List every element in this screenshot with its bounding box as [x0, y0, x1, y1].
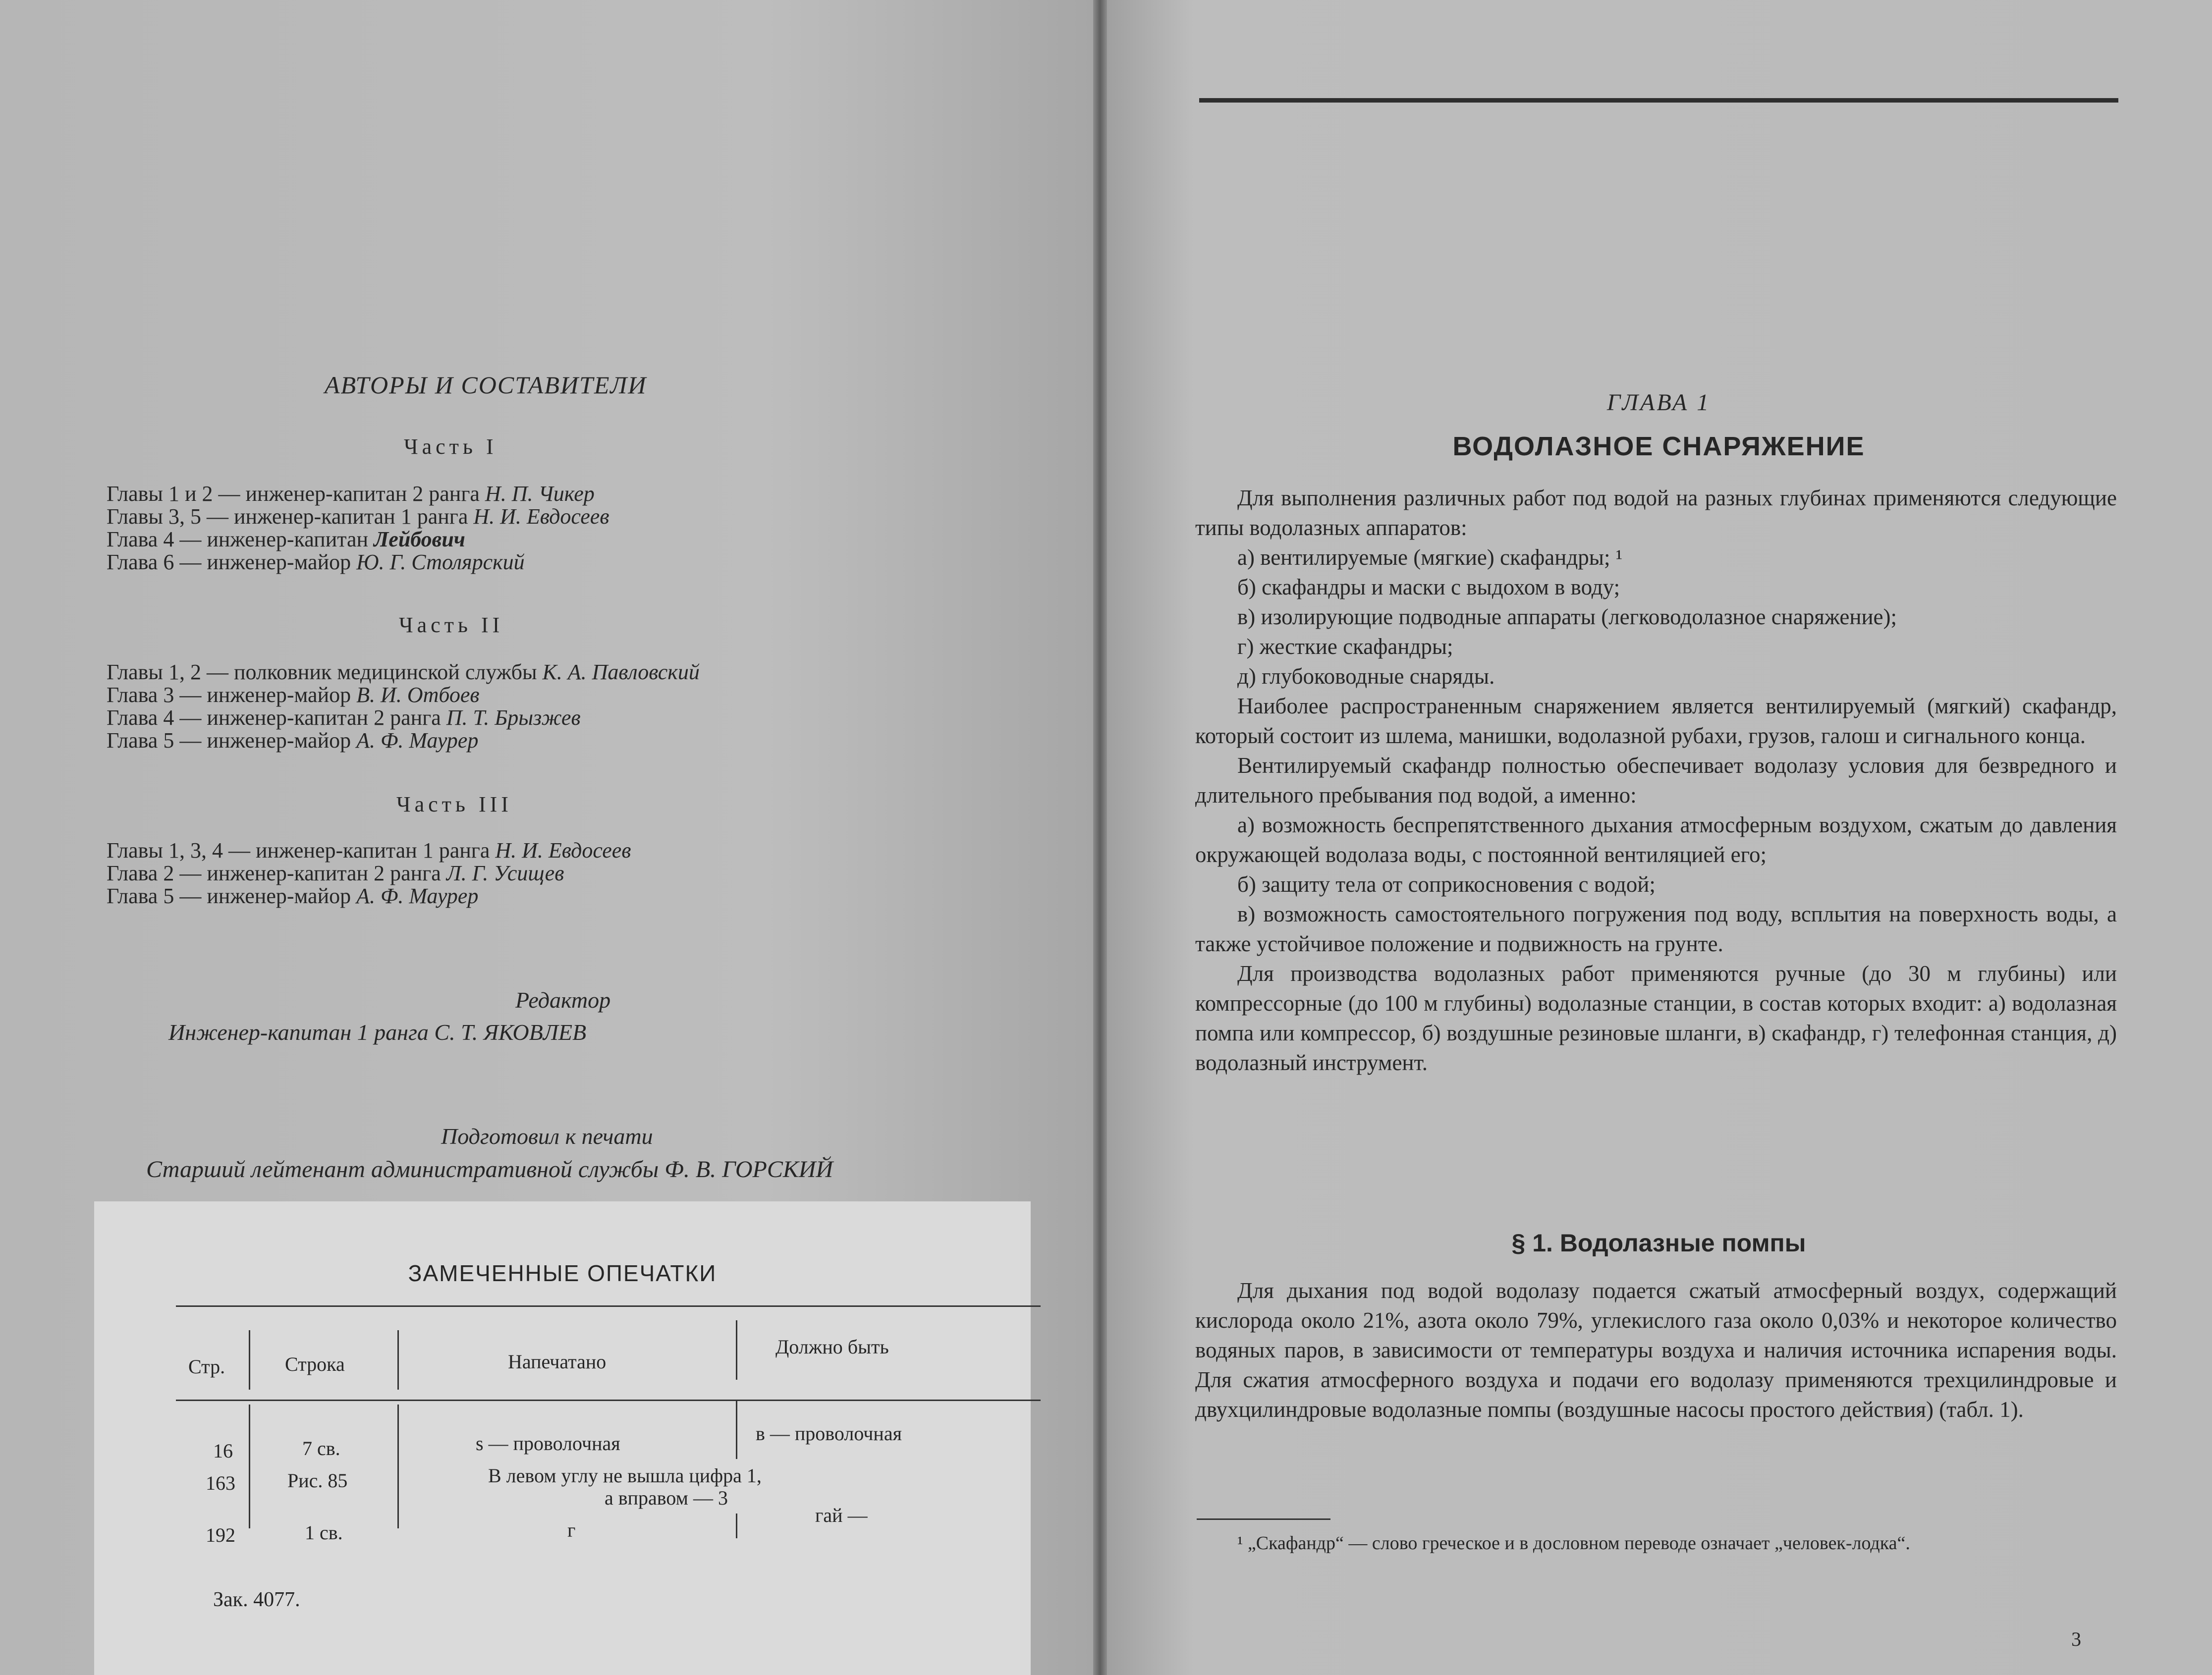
errata-row3-should: гай —	[815, 1504, 868, 1526]
errata-row2-printed: В левом углу не вышла цифра 1,	[488, 1464, 762, 1487]
errata-top-rule	[176, 1305, 1041, 1307]
paragraph: Для выполнения различных работ под водой на разных глубинах применяются следующие типы водолазных аппаратов:	[1195, 486, 2117, 540]
credit-name: Н. И. Евдосеев	[495, 838, 631, 863]
credit-role: Главы 1 и 2 — инженер-капитан 2 ранга	[107, 482, 480, 506]
credit-role: Главы 3, 5 — инженер-капитан 1 ранга	[107, 504, 468, 529]
part-3-title: Часть III	[396, 792, 512, 816]
credit-line	[107, 548, 609, 577]
credit-name: П. Т. Брызжев	[446, 705, 581, 730]
paragraph: Для производства водолазных работ применяются ручные (до 30 м глубины) или компрессорные (до 100 м глубины) водолазные станции, в состав которых входит: а) водолазная помпа или компрессор, б) воздушные резиновые шланги, в) скафандр, г) телефонная станция, д) водолазный инструмент.	[1195, 961, 2117, 1075]
prepared-name: Старший лейтенант административной службы Ф. В. ГОРСКИЙ	[146, 1156, 833, 1183]
footnote-rule	[1197, 1518, 1330, 1520]
prepared-label: Подготовил к печати	[441, 1124, 653, 1149]
credit-role: Глава 2 — инженер-капитан 2 ранга	[107, 861, 441, 885]
errata-col-divider	[736, 1513, 737, 1538]
editor-name: Инженер-капитан 1 ранга С. Т. ЯКОВЛЕВ	[168, 1020, 587, 1045]
credit-name: А. Ф. Маурер	[356, 728, 479, 753]
part-1-title: Часть I	[404, 434, 498, 459]
errata-col-divider	[736, 1320, 737, 1380]
errata-slip	[94, 1201, 1031, 1675]
errata-header-printed: Напечатано	[508, 1351, 607, 1373]
paragraph: б) скафандры и маски с выдохом в воду;	[1237, 575, 1620, 599]
section-body	[1195, 1276, 2117, 1424]
credit-line	[107, 726, 700, 755]
paragraph: г) жесткие скафандры;	[1237, 634, 1453, 659]
book-gutter	[1093, 0, 1107, 1675]
errata-col-divider	[397, 1330, 399, 1390]
paragraph: а) вентилируемые (мягкие) скафандры; ¹	[1237, 545, 1623, 570]
section-title: § 1. Водолазные помпы	[1511, 1229, 1806, 1257]
authors-heading: АВТОРЫ И СОСТАВИТЕЛИ	[325, 371, 647, 399]
credit-role: Глава 4 — инженер-капитан	[107, 527, 369, 551]
credit-name: Л. Г. Усищев	[446, 861, 564, 885]
errata-header-rule	[176, 1400, 1041, 1401]
credit-name: Лейбович	[374, 527, 465, 551]
paragraph: д) глубоководные снаряды.	[1237, 664, 1495, 689]
errata-row1-should: в — проволочная	[756, 1422, 902, 1445]
errata-row2-line: Рис. 85	[287, 1469, 348, 1492]
credit-name: Н. И. Евдосеев	[473, 504, 609, 529]
paragraph: в) возможность самостоятельного погружения под воду, всплытия на поверхность воды, а также устойчивое положение и подвижность на грунте.	[1195, 902, 2117, 956]
credit-role: Глава 4 — инженер-капитан 2 ранга	[107, 705, 441, 730]
credit-role: Глава 6 — инженер-майор	[107, 550, 351, 574]
credit-role: Глава 3 — инженер-майор	[107, 683, 351, 707]
errata-row3-line: 1 св.	[305, 1521, 343, 1544]
paragraph: Вентилируемый скафандр полностью обеспечивает водолазу условия для безвредного и длительного пребывания под водой, а именно:	[1195, 753, 2117, 808]
errata-row1-printed: s — проволочная	[476, 1432, 620, 1455]
part-3-credits	[107, 836, 631, 911]
paragraph: б) защиту тела от соприкосновения с водой;	[1237, 872, 1656, 897]
paragraph: а) возможность беспрепятственного дыхания атмосферным воздухом, сжатым до давления окружающей водолаза воды, с постоянной вентиляцией его;	[1195, 812, 2117, 867]
errata-row3-printed: г	[567, 1519, 576, 1541]
page-number: 3	[2071, 1628, 2081, 1650]
order-number: Зак. 4077.	[213, 1588, 300, 1611]
part-2-title: Часть II	[399, 613, 504, 637]
errata-row3-page: 192	[206, 1524, 235, 1546]
chapter-body	[1195, 483, 2117, 1078]
errata-header-should: Должно быть	[775, 1336, 889, 1358]
errata-header-page: Стр.	[188, 1355, 225, 1378]
part-2-credits	[107, 658, 700, 755]
credit-role: Главы 1, 3, 4 — инженер-капитан 1 ранга	[107, 838, 490, 863]
credit-name: А. Ф. Маурер	[356, 884, 479, 908]
credit-role: Глава 5 — инженер-майор	[107, 728, 351, 753]
credit-name: Ю. Г. Столярский	[356, 550, 525, 574]
errata-title: ЗАМЕЧЕННЫЕ ОПЕЧАТКИ	[408, 1260, 717, 1286]
top-rule	[1199, 98, 2118, 103]
errata-col-divider	[736, 1400, 737, 1459]
part-1-credits	[107, 480, 609, 577]
paragraph: Наиболее распространенным снаряжением является вентилируемый (мягкий) скафандр, который состоит из шлема, манишки, водолазной рубахи, грузов, галош и сигнального конца.	[1195, 694, 2117, 748]
credit-name: К. А. Павловский	[542, 660, 700, 684]
chapter-label: ГЛАВА 1	[1606, 389, 1711, 416]
errata-row2-page: 163	[206, 1472, 235, 1494]
footnote	[1195, 1531, 2117, 1556]
errata-row1-line: 7 св.	[302, 1437, 340, 1459]
errata-col-divider	[249, 1405, 250, 1528]
paragraph: Для дыхания под водой водолазу подается сжатый атмосферный воздух, содержащий кислорода около 21%, азота около 79%, углекислого газа около 0,03% и некоторое количество водяных паров, в зависимости от температуры воздуха и наличия источника испарения воды. Для сжатия атмосферного воздуха и подачи его водолазу применяются трехцилиндровые и двухцилиндровые водолазные помпы (воздушные насосы простого действия) (табл. 1).	[1195, 1278, 2117, 1422]
credit-name: В. И. Отбоев	[356, 683, 480, 707]
footnote-text: ¹ „Скафандр“ — слово греческое и в дословном переводе означает „человек-лодка“.	[1237, 1533, 1910, 1554]
chapter-title: ВОДОЛАЗНОЕ СНАРЯЖЕНИЕ	[1452, 432, 1865, 461]
errata-row2-printed-cont: а вправом — 3	[605, 1487, 728, 1509]
errata-col-divider	[397, 1405, 399, 1528]
errata-col-divider	[249, 1330, 250, 1390]
credit-name: Н. П. Чикер	[485, 482, 595, 506]
editor-label: Редактор	[515, 987, 611, 1013]
credit-role: Главы 1, 2 — полковник медицинской службы	[107, 660, 537, 684]
errata-header-line: Строка	[285, 1353, 345, 1375]
paragraph: в) изолирующие подводные аппараты (легководолазное снаряжение);	[1237, 604, 1897, 629]
credit-role: Глава 5 — инженер-майор	[107, 884, 351, 908]
errata-row1-page: 16	[213, 1440, 233, 1462]
